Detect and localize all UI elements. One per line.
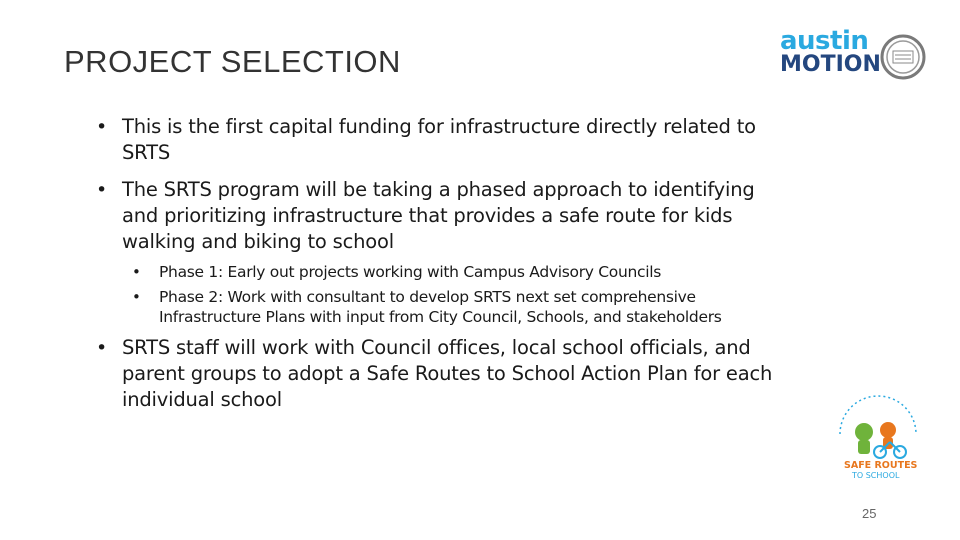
seal-icon [880, 34, 926, 80]
bullet-item: • This is the first capital funding for infrastructure directly related to SRTS [96, 114, 796, 166]
sub-bullet-list [132, 259, 796, 327]
logo-word-austin: austin [780, 26, 869, 56]
sub-bullet-item: • Phase 2: Work with consultant to develop SRTS next set comprehensive Infrastructure Plans with input from City Council, Schools, and stakeholders [132, 287, 796, 327]
bullet-item: • The SRTS program will be taking a phased approach to identifying and prioritizing infrastructure that provides a safe route for kids walking and biking to school [96, 177, 796, 255]
logo-word-motion: MOTION [780, 52, 881, 77]
bullet-item: • SRTS staff will work with Council offices, local school officials, and parent groups to adopt a Safe Routes to School Action Plan for each individual school [96, 335, 796, 413]
srts-logo-line2: TO SCHOOL [852, 471, 900, 480]
mobility-bond-seal [880, 34, 926, 80]
safe-routes-to-school-logo [828, 390, 928, 482]
sub-bullet-item: • Phase 1: Early out projects working with Campus Advisory Councils [132, 259, 796, 285]
bullet-list [96, 114, 796, 413]
srts-logo-line1: SAFE ROUTES [844, 460, 918, 471]
page-number: 25 [862, 506, 877, 521]
slide-title: PROJECT SELECTION [64, 44, 401, 79]
